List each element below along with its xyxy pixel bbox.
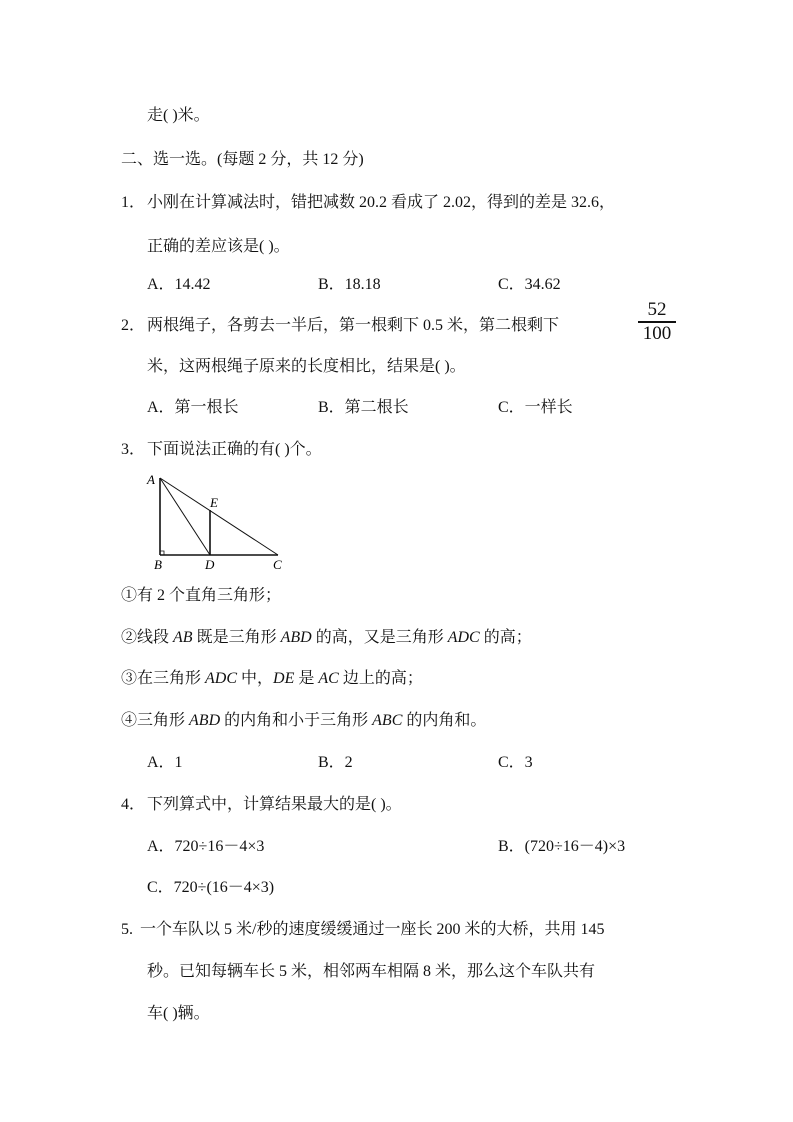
option-a[interactable]: A．14.42 xyxy=(147,276,211,293)
question-number: 1． xyxy=(121,194,146,211)
option-a[interactable]: A．第一根长 xyxy=(147,399,239,416)
triangle-figure xyxy=(140,465,300,575)
label-a: A xyxy=(147,472,155,487)
option-c[interactable]: C．一样长 xyxy=(498,399,573,416)
question-text: 米，这两根绳子原来的长度相比，结果是( )。 xyxy=(147,358,466,375)
question-number: 4． xyxy=(121,796,146,813)
question-number: 5. xyxy=(121,921,133,938)
fraction-numerator: 52 xyxy=(647,299,667,320)
option-c[interactable]: C．3 xyxy=(498,754,533,771)
fraction xyxy=(638,300,676,344)
statement-1: ①有 2 个直角三角形； xyxy=(121,587,282,604)
statement-3: ③在三角形 ADC 中，DE 是 AC 边上的高； xyxy=(121,670,423,687)
option-b[interactable]: B．第二根长 xyxy=(318,399,409,416)
question-text: 一个车队以 5 米/秒的速度缓缓通过一座长 200 米的大桥，共用 145 xyxy=(140,921,605,938)
option-c[interactable]: C．34.62 xyxy=(498,276,561,293)
statement-4: ④三角形 ABD 的内角和小于三角形 ABC 的内角和。 xyxy=(121,712,487,729)
question-text: 秒。已知每辆车长 5 米，相邻两车相隔 8 米，那么这个车队共有 xyxy=(147,963,596,980)
option-b[interactable]: B．2 xyxy=(318,754,353,771)
question-text: 下面说法正确的有( )个。 xyxy=(147,441,322,458)
option-b[interactable]: B．18.18 xyxy=(318,276,381,293)
label-b: B xyxy=(154,557,162,572)
label-e: E xyxy=(210,495,218,510)
label-d: D xyxy=(205,557,215,572)
option-b[interactable]: B．(720÷16－4)×3 xyxy=(498,838,626,855)
question-number: 3． xyxy=(121,441,146,458)
section-title: 二、选一选。(每题 2 分，共 12 分) xyxy=(121,151,364,168)
option-a[interactable]: A．720÷16－4×3 xyxy=(147,838,265,855)
question-text: 两根绳子，各剪去一半后，第一根剩下 0.5 米，第二根剩下 xyxy=(147,317,560,334)
label-c: C xyxy=(273,557,282,572)
continuation-line: 走( )米。 xyxy=(147,107,210,124)
fraction-denominator: 100 xyxy=(642,322,672,344)
question-text: 下列算式中，计算结果最大的是( )。 xyxy=(147,796,402,813)
option-a[interactable]: A．1 xyxy=(147,754,183,771)
question-text: 正确的差应该是( )。 xyxy=(147,238,290,255)
option-c[interactable]: C．720÷(16－4×3) xyxy=(147,879,275,896)
question-text: 车( )辆。 xyxy=(147,1005,210,1022)
question-text: 小刚在计算减法时，错把减数 20.2 看成了 2.02，得到的差是 32.6， xyxy=(147,194,616,211)
statement-2: ②线段 AB 既是三角形 ABD 的高，又是三角形 ADC 的高； xyxy=(121,629,532,646)
question-number: 2． xyxy=(121,317,146,334)
